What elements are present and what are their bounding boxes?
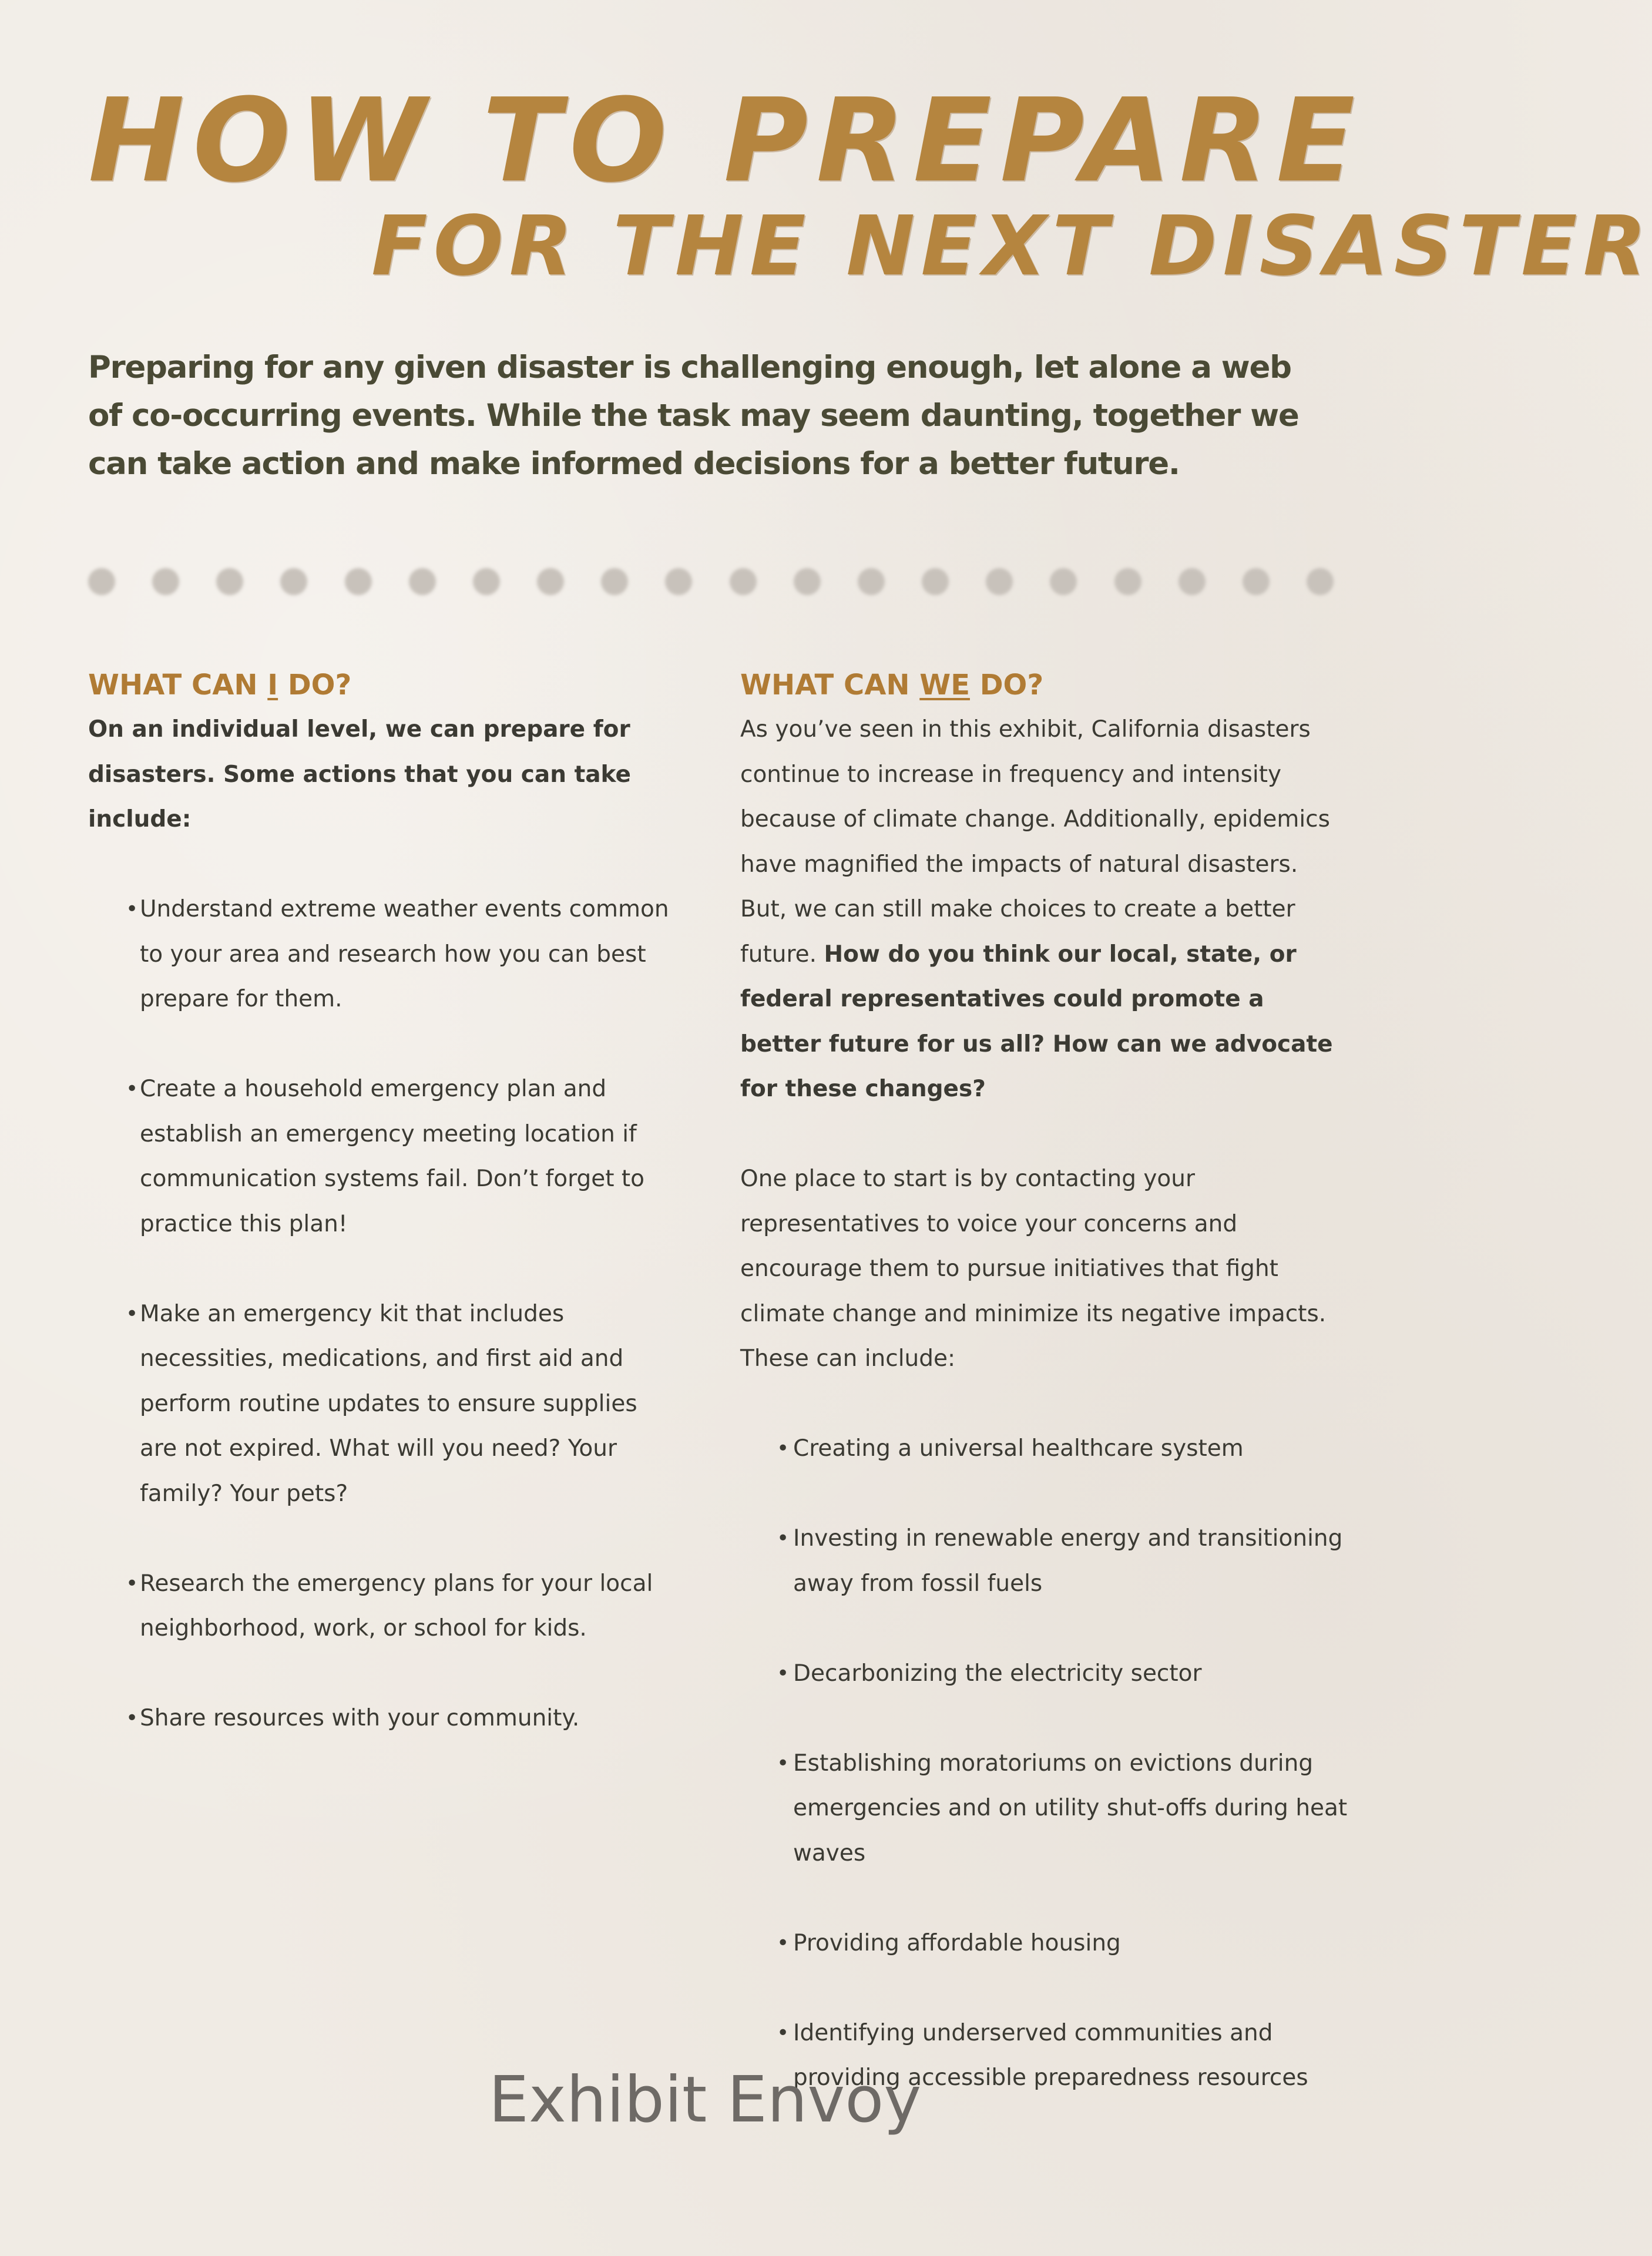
divider-dot bbox=[216, 568, 243, 595]
list-item-text: Investing in renewable energy and transitioning away from fossil fuels bbox=[793, 1525, 1343, 1597]
bullet-icon: • bbox=[126, 1571, 139, 1596]
list-item-text: Creating a universal healthcare system bbox=[793, 1435, 1244, 1462]
list-item bbox=[740, 1651, 1351, 1697]
divider-dot bbox=[1114, 568, 1141, 595]
divider-dot bbox=[1050, 568, 1077, 595]
paragraph-plain-text: As you’ve seen in this exhibit, California disasters continue to increase in frequency and intensity because of climate change. Additionally, epidemics have magnified the impacts of natural disasters. But, we can still make choices to create a better future. bbox=[740, 716, 1330, 968]
individual-heading bbox=[88, 663, 681, 707]
list-item bbox=[740, 1741, 1351, 1876]
collective-paragraph-1 bbox=[740, 707, 1351, 1112]
list-item-text: Providing affordable housing bbox=[793, 1929, 1121, 1956]
list-item bbox=[88, 1067, 681, 1247]
divider-dot bbox=[665, 568, 692, 595]
divider-dot bbox=[1243, 568, 1270, 595]
heading-prefix: WHAT CAN bbox=[740, 669, 920, 701]
heading-emphasis: WE bbox=[919, 669, 970, 701]
collective-paragraph-2: One place to start is by contacting your representatives to voice your concerns and encourage them to pursue initiatives that fight climate change and minimize its negative impacts. These can include: bbox=[740, 1166, 1327, 1372]
bullet-icon: • bbox=[777, 1436, 790, 1461]
bullet-icon: • bbox=[777, 1751, 790, 1775]
divider-dot bbox=[537, 568, 564, 595]
individual-lead: On an individual level, we can prepare for disasters. Some actions that you can take include: bbox=[88, 716, 631, 832]
list-item bbox=[88, 1292, 681, 1517]
heading-emphasis: I bbox=[267, 669, 278, 701]
heading-suffix: DO? bbox=[278, 669, 352, 701]
divider-dot bbox=[858, 568, 885, 595]
divider-dot bbox=[409, 568, 436, 595]
divider-dot bbox=[601, 568, 628, 595]
title-line-1: HOW TO PREPARE bbox=[88, 74, 1364, 208]
list-item bbox=[740, 1516, 1351, 1606]
list-item-text: Share resources with your community. bbox=[140, 1705, 580, 1731]
dot-divider bbox=[88, 567, 1334, 596]
individual-action-list bbox=[88, 887, 681, 1741]
list-item-text: Establishing moratoriums on evictions during emergencies and on utility shut-offs during heat waves bbox=[793, 1750, 1348, 1866]
bullet-icon: • bbox=[777, 2020, 790, 2045]
divider-dot bbox=[280, 568, 307, 595]
list-item bbox=[88, 1696, 681, 1741]
list-item-text: Research the emergency plans for your local neighborhood, work, or school for kids. bbox=[140, 1570, 653, 1641]
list-item-text: Make an emergency kit that includes necessities, medications, and first aid and perform routine updates to ensure supplies are not expired. What will you need? Your family? Your pets? bbox=[140, 1300, 637, 1507]
list-item bbox=[88, 887, 681, 1022]
collective-actions-column bbox=[740, 663, 1351, 2101]
divider-dot bbox=[345, 568, 372, 595]
bullet-icon: • bbox=[126, 1706, 139, 1730]
list-item bbox=[740, 1426, 1351, 1472]
list-item bbox=[88, 1562, 681, 1651]
heading-suffix: DO? bbox=[969, 669, 1044, 701]
paragraph-bold-question: How do you think our local, state, or federal representatives could promote a better future for us all? How can we advocate for these changes? bbox=[740, 941, 1333, 1102]
divider-dot bbox=[1178, 568, 1206, 595]
list-item bbox=[740, 1921, 1351, 1966]
divider-dot bbox=[88, 568, 115, 595]
footer-watermark: Exhibit Envoy bbox=[488, 2063, 922, 2137]
divider-dot bbox=[152, 568, 179, 595]
list-item-text: Decarbonizing the electricity sector bbox=[793, 1660, 1202, 1687]
title-line-2: FOR THE NEXT DISASTER bbox=[371, 199, 1652, 294]
bullet-icon: • bbox=[126, 1301, 139, 1326]
bullet-icon: • bbox=[126, 1077, 139, 1101]
list-item-text: Understand extreme weather events common to your area and research how you can best prepare for them. bbox=[140, 896, 669, 1012]
divider-dot bbox=[986, 568, 1013, 595]
intro-paragraph: Preparing for any given disaster is challenging enough, let alone a web of co-occurring events. While the task may seem daunting, together we can take action and make informed decisions for a better future. bbox=[88, 350, 1299, 482]
individual-actions-column bbox=[88, 663, 681, 1741]
divider-dot bbox=[1307, 568, 1334, 595]
divider-dot bbox=[794, 568, 821, 595]
bullet-icon: • bbox=[777, 1931, 790, 1955]
list-item-text: Create a household emergency plan and establish an emergency meeting location if communication systems fail. Don’t forget to practice this plan! bbox=[140, 1076, 645, 1237]
divider-dot bbox=[922, 568, 949, 595]
bullet-icon: • bbox=[126, 897, 139, 921]
divider-dot bbox=[473, 568, 500, 595]
heading-prefix: WHAT CAN bbox=[88, 669, 268, 701]
bullet-icon: • bbox=[777, 1661, 790, 1686]
initiatives-list bbox=[740, 1426, 1351, 2101]
bullet-icon: • bbox=[777, 1526, 790, 1550]
list-item-text: Identifying underserved communities and providing accessible preparedness resources bbox=[793, 2019, 1308, 2091]
collective-heading bbox=[740, 663, 1351, 707]
divider-dot bbox=[730, 568, 757, 595]
